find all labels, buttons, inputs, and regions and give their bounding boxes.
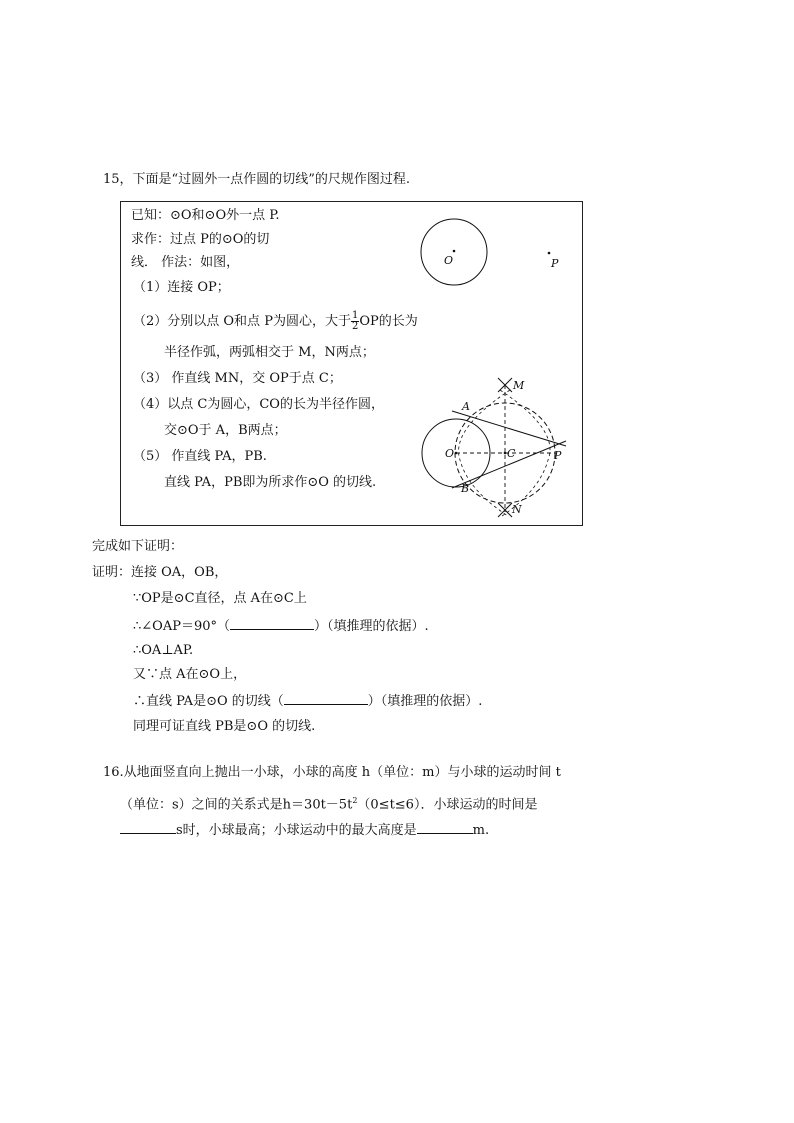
label-p2: P — [554, 449, 562, 462]
box-step-1: （1）连接 OP； — [133, 280, 230, 295]
label-m: M — [513, 379, 525, 392]
reason-blank-2[interactable] — [284, 691, 368, 705]
box-step-2-pre: （2）分别以点 O和点 P为圆心，大于 — [133, 314, 351, 329]
proof-line-4: ∴OA⊥AP. — [133, 643, 194, 658]
label-a: A — [462, 400, 470, 413]
proof-line-3 — [133, 616, 429, 636]
reason-blank-1[interactable] — [230, 616, 314, 630]
point-o-dot — [455, 452, 458, 455]
box-step-4: （4）以点 C为圆心，CO的长为半径作圆， — [133, 397, 384, 412]
q16-line-3-mid: s时，小球最高；小球运动中的最大高度是 — [176, 823, 417, 838]
q16-line-3-end: m. — [472, 823, 490, 838]
label-n: N — [512, 503, 522, 516]
label-b: B — [461, 482, 470, 495]
q16-line-3 — [120, 820, 489, 840]
proof-line-5: 又∵点 A在⊙O上， — [133, 667, 247, 682]
box-step-2-cont: 半径作弧，两弧相交于 M，N两点； — [164, 345, 375, 360]
q16-exponent: 2 — [352, 796, 358, 805]
q16-line-2-pre: （单位：s）之间的关系式是h＝30t－5t — [120, 797, 353, 813]
proof-line-1: 证明：连接 OA，OB， — [92, 565, 228, 580]
time-answer-blank[interactable] — [120, 820, 176, 834]
box-step-4-cont: 交⊙O于 A，B两点； — [164, 423, 287, 438]
proof-line-6-pre: ∴直线 PA是⊙O 的切线（ — [133, 694, 284, 709]
q16-line-1: 16.从地面竖直向上抛出一小球，小球的高度 h（单位：m）与小球的运动时间 t — [103, 765, 561, 780]
proof-line-6 — [133, 691, 482, 711]
proof-heading: 完成如下证明： — [92, 539, 184, 554]
q15-title: 15，下面是“过圆外一点作圆的切线”的尺规作图过程. — [103, 172, 410, 187]
label-o2: O — [445, 447, 455, 460]
height-answer-blank[interactable] — [417, 820, 473, 834]
label-p: P — [551, 257, 559, 270]
proof-line-7: 同理可证直线 PB是⊙O 的切线. — [133, 719, 316, 734]
box-ask-2: 线． 作法：如图， — [131, 255, 240, 270]
box-step-5-cont: 直线 PA，PB即为所求作⊙O 的切线. — [164, 475, 377, 490]
fraction-denominator: 2 — [351, 321, 359, 332]
point-c-dot — [504, 452, 507, 455]
box-step-2-post: OP的长为 — [359, 314, 418, 329]
box-step-3: （3） 作直线 MN，交 OP于点 C； — [133, 371, 342, 386]
label-o: O — [444, 254, 454, 267]
box-known: 已知：⊙O和⊙O外一点 P. — [131, 208, 280, 223]
q16-line-2 — [120, 792, 537, 814]
proof-line-3-post: ）（填推理的依据）. — [314, 619, 429, 634]
proof-line-6-post: ）（填推理的依据）. — [367, 694, 483, 709]
label-c: C — [507, 447, 516, 460]
box-ask-1: 求作：过点 P的⊙O的切 — [131, 232, 270, 247]
box-step-5: （5） 作直线 PA，PB. — [133, 449, 267, 464]
q16-line-2-post: （0≤t≤6）．小球运动的时间是 — [357, 797, 538, 813]
proof-line-3-pre: ∴∠OAP＝90°（ — [133, 619, 230, 634]
fraction-numerator: 1 — [351, 310, 359, 321]
proof-line-2: ∵OP是⊙C直径，点 A在⊙C上 — [133, 591, 307, 606]
